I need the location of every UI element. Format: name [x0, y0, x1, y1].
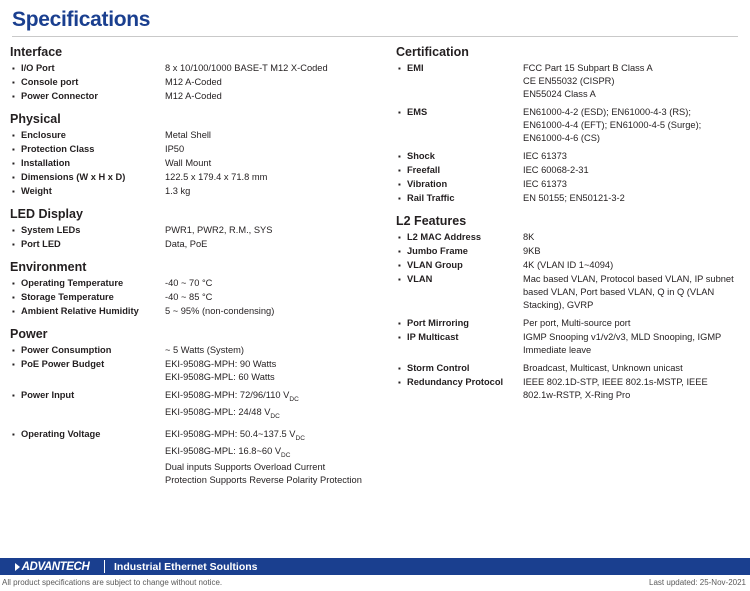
bullet-icon: ▪	[12, 391, 15, 400]
spec-row	[10, 129, 388, 142]
spec-value	[523, 273, 750, 312]
spec-value-line: ~ 5 Watts (System)	[165, 345, 244, 355]
spec-columns	[10, 45, 740, 492]
brand-name: ADVANTECH	[21, 560, 90, 573]
bullet-icon: ▪	[398, 166, 401, 175]
spec-label: Port Mirroring	[407, 318, 469, 328]
spec-value-line: EN 50155; EN50121-3-2	[523, 193, 625, 203]
spec-value	[523, 178, 750, 191]
bullet-icon: ▪	[12, 240, 15, 249]
spec-row	[396, 317, 750, 330]
spec-value	[523, 192, 750, 205]
spec-value	[523, 259, 750, 272]
spec-label: Dimensions (W x H x D)	[21, 172, 126, 182]
bullet-icon: ▪	[12, 187, 15, 196]
spec-value-line: EN55024 Class A	[523, 89, 596, 99]
spec-value	[165, 428, 388, 488]
spec-value-line: EKI-9508G-MPL: 60 Watts	[165, 372, 275, 382]
spec-value	[523, 245, 750, 258]
bullet-icon: ▪	[398, 261, 401, 270]
spec-row	[10, 76, 388, 89]
spec-row	[10, 157, 388, 170]
spec-label: Port LED	[21, 239, 61, 249]
bullet-icon: ▪	[398, 233, 401, 242]
spec-row	[10, 428, 388, 488]
spec-value-line: EKI-9508G-MPH: 90 Watts	[165, 359, 277, 369]
footer-bar	[0, 558, 750, 575]
spec-row	[10, 143, 388, 156]
bullet-icon: ▪	[12, 78, 15, 87]
bullet-icon: ▪	[398, 64, 401, 73]
bullet-icon: ▪	[12, 360, 15, 369]
bullet-icon: ▪	[398, 108, 401, 117]
spec-value-line: Wall Mount	[165, 158, 212, 168]
spec-value	[523, 164, 750, 177]
bullet-icon: ▪	[12, 226, 15, 235]
row-spacer	[10, 488, 388, 492]
spec-value	[165, 238, 388, 251]
spec-value-line: IEC 61373	[523, 179, 567, 189]
bullet-icon: ▪	[12, 429, 15, 439]
spec-label: Storm Control	[407, 363, 470, 373]
spec-row	[396, 178, 750, 191]
spec-label: Protection Class	[21, 144, 95, 154]
bullet-icon: ▪	[12, 92, 15, 101]
spec-value-line: Dual inputs Supports Overload Current	[165, 462, 326, 473]
spec-value	[165, 291, 388, 304]
spec-value-line: 8 x 10/100/1000 BASE-T M12 X-Coded	[165, 63, 328, 73]
spec-value	[165, 224, 388, 237]
title-divider	[12, 36, 738, 37]
spec-value-line: EKI-9508G-MPL: 24/48 $V_{DC}$	[165, 406, 280, 420]
bullet-icon: ▪	[398, 364, 401, 373]
spec-value	[165, 358, 388, 384]
bullet-icon: ▪	[398, 194, 401, 203]
right-column	[388, 45, 750, 492]
spec-row	[396, 259, 750, 272]
spec-value-line: IEEE 802.1D-STP, IEEE 802.1s-MSTP, IEEE	[523, 377, 708, 387]
spec-label: EMS	[407, 107, 428, 117]
spec-value	[523, 362, 750, 375]
spec-value	[523, 331, 750, 357]
spec-value-line: IEC 61373	[523, 151, 567, 161]
spec-row	[396, 362, 750, 375]
spec-value	[165, 157, 388, 170]
spec-value-line: Data, PoE	[165, 239, 208, 249]
spec-value	[165, 129, 388, 142]
spec-row	[396, 231, 750, 244]
section-title: Interface	[10, 45, 63, 59]
bullet-icon: ▪	[398, 152, 401, 161]
spec-value	[165, 62, 388, 75]
spec-label: System LEDs	[21, 225, 81, 235]
advantech-logo	[0, 558, 104, 575]
bullet-icon: ▪	[398, 247, 401, 256]
spec-value	[165, 185, 388, 198]
spec-row	[396, 106, 750, 145]
disclaimer-text: All product specifications are subject to change without notice.	[2, 578, 223, 587]
spec-value-line: Protection Supports Reverse Polarity Protection	[165, 475, 362, 486]
spec-value-line: CE EN55032 (CISPR)	[523, 76, 615, 86]
footer-note	[0, 575, 750, 591]
spec-row	[10, 358, 388, 384]
bullet-icon: ▪	[12, 131, 15, 140]
bullet-icon: ▪	[12, 307, 15, 316]
logo-arrow-icon	[15, 563, 20, 571]
spec-label: I/O Port	[21, 63, 55, 73]
spec-value-line: Broadcast, Multicast, Unknown unicast	[523, 363, 683, 373]
spec-value	[165, 389, 388, 423]
spec-value-line: 9KB	[523, 246, 541, 256]
spec-value	[523, 106, 750, 145]
spec-row	[10, 171, 388, 184]
spec-label: PoE Power Budget	[21, 359, 105, 369]
spec-value-line: Immediate leave	[523, 345, 592, 355]
spec-label: Vibration	[407, 179, 448, 189]
bullet-icon: ▪	[398, 378, 401, 387]
bullet-icon: ▪	[12, 64, 15, 73]
spec-label: Enclosure	[21, 130, 66, 140]
spec-value	[523, 150, 750, 163]
spec-value	[165, 344, 388, 357]
spec-row	[396, 331, 750, 357]
spec-row	[396, 62, 750, 101]
spec-value-line: 1.3 kg	[165, 186, 191, 196]
spec-row	[10, 344, 388, 357]
bullet-icon: ▪	[398, 180, 401, 189]
footer-tagline: Industrial Ethernet Soultions	[104, 558, 750, 575]
section-title: Certification	[396, 45, 469, 59]
spec-label: Weight	[21, 186, 52, 196]
spec-value	[523, 231, 750, 244]
spec-label: Installation	[21, 158, 71, 168]
last-updated-text: Last updated: 25-Nov-2021	[649, 578, 746, 587]
spec-value-line: 4K (VLAN ID 1~4094)	[523, 260, 614, 270]
bullet-icon: ▪	[398, 275, 401, 284]
spec-value	[165, 171, 388, 184]
page-footer	[0, 558, 750, 591]
section-title: Power	[10, 327, 48, 341]
spec-row	[10, 305, 388, 318]
spec-value-line: IEC 60068-2-31	[523, 165, 589, 175]
spec-label: Rail Traffic	[407, 193, 455, 203]
bullet-icon: ▪	[398, 319, 401, 328]
spec-label: Operating Voltage	[21, 428, 101, 439]
spec-label: Freefall	[407, 165, 441, 175]
spec-row	[10, 389, 388, 423]
spec-value	[165, 76, 388, 89]
spec-row	[10, 277, 388, 290]
bullet-icon: ▪	[398, 333, 401, 342]
spec-row	[10, 238, 388, 251]
spec-value-line: EN61000-4-2 (ESD); EN61000-4-3 (RS);	[523, 107, 691, 117]
spec-value	[165, 90, 388, 103]
spec-label: Ambient Relative Humidity	[21, 306, 139, 316]
spec-label: EMI	[407, 63, 424, 73]
spec-value-line: EKI-9508G-MPL: 16.8~60 $V_{DC}$	[165, 445, 291, 459]
spec-label: Power Input	[21, 390, 75, 400]
spec-row	[396, 376, 750, 402]
spec-value-line: EKI-9508G-MPH: 72/96/110 $V_{DC}$	[165, 390, 299, 403]
bullet-icon: ▪	[12, 346, 15, 355]
spec-value-line: -40 ~ 70 °C	[165, 278, 213, 288]
left-column	[10, 45, 388, 492]
spec-label: Jumbo Frame	[407, 246, 468, 256]
section-title: Physical	[10, 112, 61, 126]
bullet-icon: ▪	[12, 159, 15, 168]
spec-value-line: IP50	[165, 144, 185, 154]
spec-label: Power Consumption	[21, 345, 112, 355]
spec-value-line: PWR1, PWR2, R.M., SYS	[165, 225, 273, 235]
spec-value-line: based VLAN, Port based VLAN, Q in Q (VLAN	[523, 287, 715, 297]
page-title: Specifications	[12, 8, 151, 31]
spec-label: IP Multicast	[407, 332, 459, 342]
spec-label: Redundancy Protocol	[407, 377, 504, 387]
spec-value-line: Per port, Multi-source port	[523, 318, 631, 328]
section-title: Environment	[10, 260, 87, 274]
spec-value-line: IGMP Snooping v1/v2/v3, MLD Snooping, IGMP	[523, 332, 722, 342]
spec-value	[165, 305, 388, 318]
section-title: L2 Features	[396, 214, 467, 228]
spec-row	[10, 224, 388, 237]
spec-row	[10, 90, 388, 103]
spec-label: Operating Temperature	[21, 278, 124, 288]
spec-value-line: 802.1w-RSTP, X-Ring Pro	[523, 390, 631, 400]
spec-row	[396, 273, 750, 312]
spec-label: Console port	[21, 77, 79, 87]
spec-label: Shock	[407, 151, 435, 161]
spec-value	[523, 317, 750, 330]
spec-value-line: Stacking), GVRP	[523, 300, 594, 310]
spec-value	[523, 62, 750, 101]
spec-label: Storage Temperature	[21, 292, 114, 302]
bullet-icon: ▪	[12, 173, 15, 182]
spec-label: Power Connector	[21, 91, 98, 101]
spec-value-line: Metal Shell	[165, 130, 211, 140]
spec-row	[396, 150, 750, 163]
bullet-icon: ▪	[12, 145, 15, 154]
spec-row	[396, 245, 750, 258]
spec-row	[10, 62, 388, 75]
spec-value-line: M12 A-Coded	[165, 77, 222, 87]
spec-value	[165, 143, 388, 156]
section-title: LED Display	[10, 207, 83, 221]
spec-value	[523, 376, 750, 402]
spec-row	[10, 291, 388, 304]
spec-value-line: -40 ~ 85 °C	[165, 292, 213, 302]
spec-value-line: FCC Part 15 Subpart B Class A	[523, 63, 653, 73]
bullet-icon: ▪	[12, 293, 15, 302]
spec-row	[396, 164, 750, 177]
bullet-icon: ▪	[12, 279, 15, 288]
spec-row	[10, 185, 388, 198]
spec-value-line: 5 ~ 95% (non-condensing)	[165, 306, 275, 316]
row-spacer	[396, 403, 750, 407]
spec-row	[396, 192, 750, 205]
spec-value-line: EN61000-4-4 (EFT); EN61000-4-5 (Surge);	[523, 120, 702, 130]
spec-value-line: Mac based VLAN, Protocol based VLAN, IP subnet	[523, 274, 734, 284]
spec-label: L2 MAC Address	[407, 232, 482, 242]
spec-value-line: 122.5 x 179.4 x 71.8 mm	[165, 172, 268, 182]
spec-label: VLAN	[407, 274, 433, 284]
spec-value-line: 8K	[523, 232, 535, 242]
spec-label: VLAN Group	[407, 260, 463, 270]
spec-value-line: EN61000-4-6 (CS)	[523, 133, 600, 143]
spec-value-line: M12 A-Coded	[165, 91, 222, 101]
spec-value	[165, 277, 388, 290]
spec-value-line: EKI-9508G-MPH: 50.4~137.5 $V_{DC}$	[165, 428, 305, 442]
